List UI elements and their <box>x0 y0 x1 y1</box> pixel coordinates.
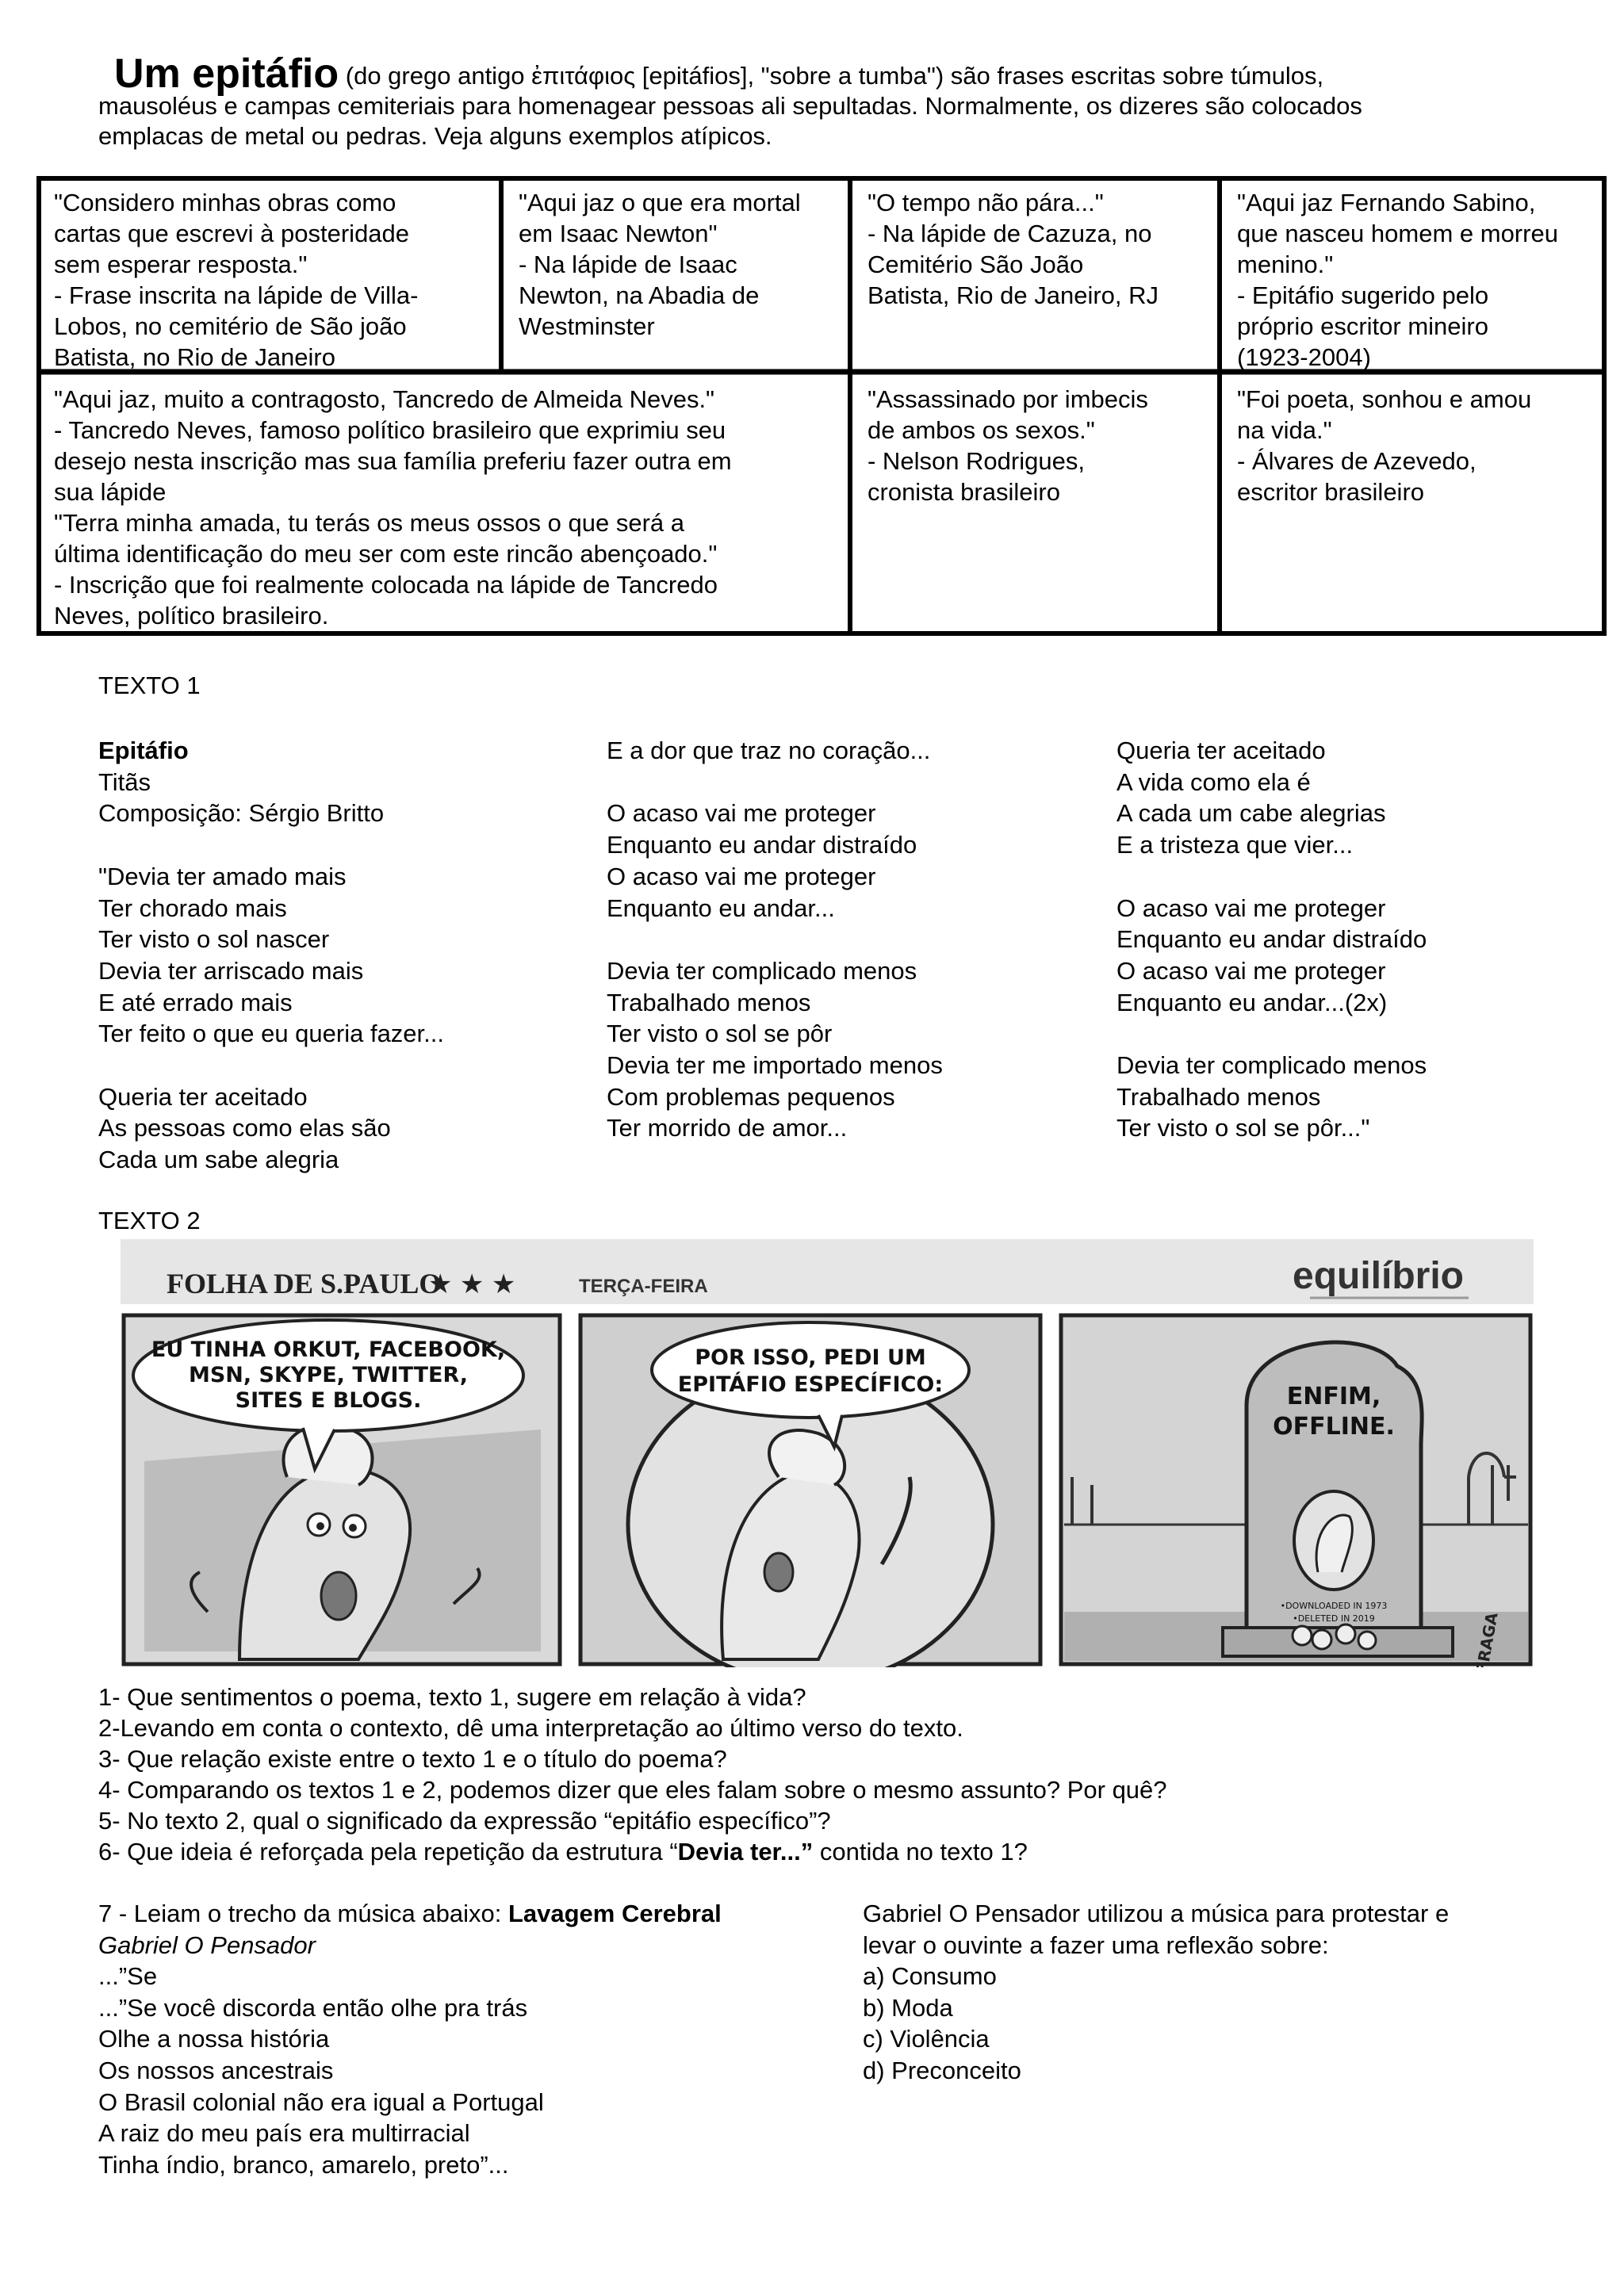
header-section: equilíbrio <box>1293 1255 1464 1297</box>
tomb-text-line-1: ENFIM, <box>1286 1383 1381 1410</box>
questions-list <box>98 1682 1565 1867</box>
question-7-question: Gabriel O Pensador utilizou a música para protestar e levar o ouvinte a fazer uma reflexão sobre: <box>863 1900 1450 1959</box>
question-1: 1- Que sentimentos o poema, texto 1, sugere em relação à vida? <box>98 1683 806 1711</box>
question-7-excerpt: ...”Se ...”Se você discorda então olhe pra trás Olhe a nossa história Os nossos ancestrais O Brasil colonial não era igual a Portugal A raiz do meu país era multirracial Tinha índio, branco, amarelo, preto”... <box>98 1962 544 2179</box>
intro-line-3: emplacas de metal ou pedras. Veja alguns exemplos atípicos. <box>98 122 772 150</box>
epitaph-tancredo: "Aqui jaz, muito a contragosto, Tancredo de Almeida Neves." - Tancredo Neves, famoso político brasileiro que exprimiu seu desejo nesta inscrição mas sua família preferiu fazer outra em sua lápide "Terra minha amada, tu terás os meus ossos o que será a última identificação do meu ser com este rincão abençoado." - Inscrição que foi realmente colocada na lápide de Tancredo Neves, político brasileiro. <box>54 385 732 629</box>
balloon-2-line-2: EPITÁFIO ESPECÍFICO: <box>677 1372 944 1397</box>
option-c: c) Violência <box>863 2025 990 2053</box>
epitaph-villa-lobos: "Considero minhas obras como cartas que escrevi à posteridade sem esperar resposta." - Frase inscrita na lápide de Villa- Lobos, no cemitério de São joão Batista, no Rio de Janeiro <box>54 189 419 371</box>
intro-line-2: mausoléus e campas cemiteriais para homenagear pessoas ali sepultadas. Normalmente, os dizeres são colocados <box>98 92 1362 120</box>
texto1-column-1 <box>98 735 590 1176</box>
tomb-date-1: •DOWNLOADED IN 1973 <box>1280 1601 1388 1611</box>
comic-strip-drawing <box>121 1239 1534 1667</box>
option-a: a) Consumo <box>863 1962 997 1991</box>
artist-signature: FRAGA <box>1472 1611 1502 1667</box>
epitaph-cazuza: "O tempo não pára..." - Na lápide de Cazuza, no Cemitério São João Batista, Rio de Janeiro, RJ <box>868 189 1159 309</box>
question-4: 4- Comparando os textos 1 e 2, podemos dizer que eles falam sobre o mesmo assunto? Por quê? <box>98 1776 1167 1804</box>
question-6-bold: Devia ter...” <box>677 1838 814 1866</box>
texto1-column-1-text: Titãs Composição: Sérgio Britto "Devia ter amado mais Ter chorado mais Ter visto o sol nascer Devia ter arriscado mais E até errado mais Ter feito o que eu queria fazer... Queria ter aceitado As pessoas como elas são Cada um sabe alegria <box>98 767 444 1174</box>
newspaper-name: FOLHA DE S.PAULO <box>167 1268 442 1299</box>
question-7-song: Lavagem Cerebral <box>508 1900 722 1927</box>
comic-strip <box>121 1239 1534 1667</box>
balloon-1-line-2: MSN, SKYPE, TWITTER, <box>188 1363 469 1387</box>
balloon-2-line-1: POR ISSO, PEDI UM <box>695 1345 926 1370</box>
balloon-1-line-1: EU TINHA ORKUT, FACEBOOK, <box>151 1337 506 1362</box>
question-7-prompt <box>98 1898 860 1930</box>
song-title: Epitáfio <box>98 737 189 764</box>
epitaph-sabino: "Aqui jaz Fernando Sabino, que nasceu homem e morreu menino." - Epitáfio sugerido pelo próprio escritor mineiro (1923-2004) <box>1237 189 1558 371</box>
question-2: 2-Levando em conta o contexto, dê uma interpretação ao último verso do texto. <box>98 1714 963 1742</box>
question-5: 5- No texto 2, qual o significado da expressão “epitáfio específico”? <box>98 1807 831 1835</box>
question-6 <box>98 1836 1565 1867</box>
question-6-end: contida no texto 1? <box>813 1838 1028 1866</box>
comic-panel-3 <box>1061 1315 1530 1667</box>
intro-paragraph <box>98 51 1518 151</box>
epitaph-table <box>36 176 1607 636</box>
texto1-column-2: E a dor que traz no coração... O acaso vai me proteger Enquanto eu andar distraído O acaso vai me proteger Enquanto eu andar... Devia ter complicado menos Trabalhado menos Ter visto o sol se pôr Devia ter me importado menos Com problemas pequenos Ter morrido de amor... <box>607 737 943 1142</box>
question-6-text: 6- Que ideia é reforçada pela repetição da estrutura “ <box>98 1838 678 1866</box>
texto1-column-3: Queria ter aceitado A vida como ela é A cada um cabe alegrias E a tristeza que vier... O acaso vai me proteger Enquanto eu andar distraído O acaso vai me proteger Enquanto eu andar...(2x) Devia ter complicado menos Trabalhado menos Ter visto o sol se pôr..." <box>1116 737 1427 1142</box>
question-3: 3- Que relação existe entre o texto 1 e o título do poema? <box>98 1745 727 1773</box>
comic-panel-1 <box>124 1315 560 1664</box>
epitaph-nelson-rodrigues: "Assassinado por imbecis de ambos os sexos." - Nelson Rodrigues, cronista brasileiro <box>868 385 1148 506</box>
intro-line-1 <box>98 51 1518 97</box>
option-b: b) Moda <box>863 1993 953 2022</box>
texto1-label: TEXTO 1 <box>98 672 201 699</box>
tomb-date-2: •DELETED IN 2019 <box>1293 1613 1375 1624</box>
question-7-options <box>863 1898 1576 2087</box>
epitaph-alvares-azevedo: "Foi poeta, sonhou e amou na vida." - Álvares de Azevedo, escritor brasileiro <box>1237 385 1532 506</box>
texto2-label: TEXTO 2 <box>98 1207 201 1234</box>
question-7 <box>98 1898 860 2180</box>
question-7-prompt-text: 7 - Leiam o trecho da música abaixo: <box>98 1900 508 1927</box>
balloon-1-line-3: SITES E BLOGS. <box>235 1388 422 1413</box>
question-7-author: Gabriel O Pensador <box>98 1931 316 1959</box>
tomb-text-line-2: OFFLINE. <box>1273 1413 1395 1441</box>
header-day: TERÇA-FEIRA <box>579 1276 708 1297</box>
comic-panel-2 <box>580 1315 1040 1667</box>
epitaph-newton: "Aqui jaz o que era mortal em Isaac Newton" - Na lápide de Isaac Newton, na Abadia de Westminster <box>519 189 801 340</box>
header-stars: ★ ★ ★ <box>428 1269 516 1299</box>
option-d: d) Preconceito <box>863 2056 1021 2084</box>
page-title: Um epitáfio <box>114 51 339 97</box>
intro-line-1-text: (do grego antigo ἐπιτάφιος [epitáfios], "sobre a tumba") são frases escritas sobre túmulos, <box>345 62 1324 90</box>
